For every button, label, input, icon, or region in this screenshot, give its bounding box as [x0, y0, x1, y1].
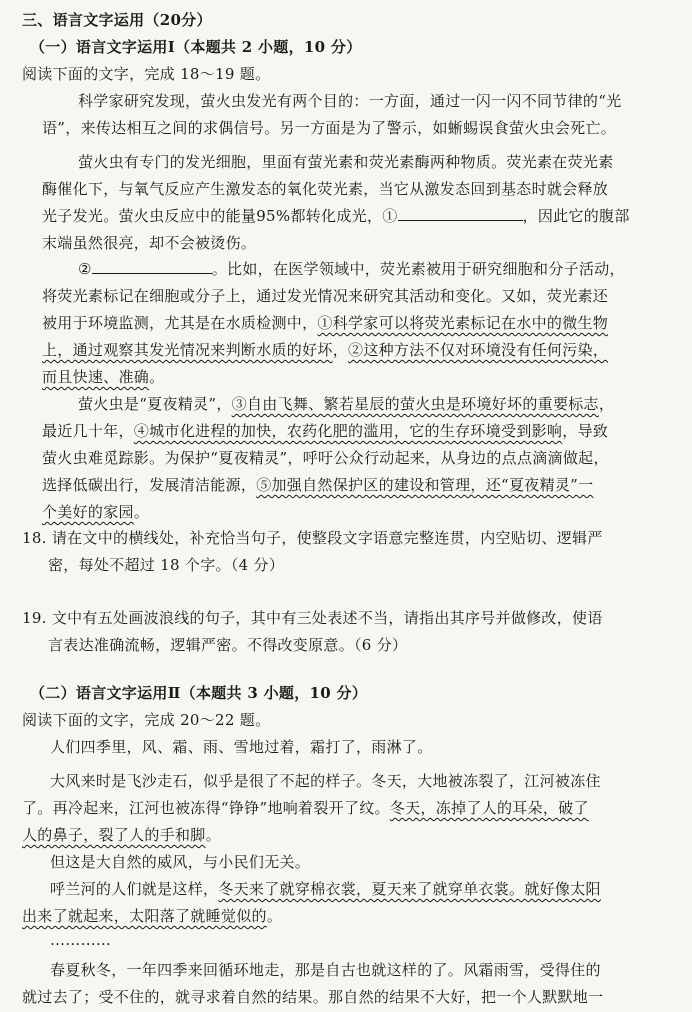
wavy-sentence-2-cont: 而且快速、准确 [42, 368, 150, 386]
part2-heading: （二）语言文字运用Ⅱ（本题共 3 小题，10 分） [30, 684, 368, 702]
wavy-sentence-1: ①科学家可以将荧光素标记在水中的微生物 [317, 314, 609, 332]
paragraph-2-line: 酶催化下，与氧气反应产生激发态的氧化荧光素，当它从激发态回到基态时就会释放 [42, 180, 609, 198]
wavy-sentence-5-cont: 个美好的家园 [42, 503, 134, 521]
paragraph-4-text: 萤火虫是“夏夜精灵”， [78, 395, 232, 413]
paragraph-4-text: ，导致 [562, 422, 609, 440]
paragraph-3-line [42, 313, 608, 333]
paragraph-4-line: 萤火虫难觅踪影。为保护“夏夜精灵”，呼吁公众行动起来，从身边的点点滴滴做起， [42, 449, 609, 467]
punctuation: 。 [133, 503, 150, 521]
ellipsis: ………… [50, 931, 112, 949]
question-18: 18. 请在文中的横线处，补充恰当句子，使整段文字语意完整连贯，内空贴切、逻辑严 [22, 529, 603, 547]
underlined-sentence-1-cont: 人的鼻子，裂了人的手和脚 [22, 826, 206, 844]
part2-paragraph-5-line: 春夏秋冬，一年四季来回循环地走，那是自古也就这样的了。风霜雨雪，受得住的 [50, 961, 601, 979]
wavy-sentence-4: ④城市化进程的加快，农药化肥的滥用，它的生存环境受到影响 [133, 422, 563, 440]
part2-paragraph-1: 人们四季里，风、霜、雨、雪地过着，霜打了，雨淋了。 [50, 738, 433, 756]
part1-heading: （一）语言文字运用Ⅰ（本题共 2 小题，10 分） [30, 38, 362, 56]
wavy-sentence-2: ②这种方法不仅对环境没有任何污染， [348, 341, 609, 359]
part2-paragraph-5-line: 就过去了；受不住的，就寻求着自然的结果。那自然的结果不大好，把一个人默默地一 [22, 988, 604, 1006]
paragraph-4-text: 最近几十年， [42, 422, 134, 440]
part2-paragraph-4-line [22, 906, 282, 926]
paragraph-4-line [78, 394, 614, 414]
part1-instruction: 阅读下面的文字，完成 18～19 题。 [22, 65, 271, 83]
blank-1-tail: ，因此它的腹部 [522, 207, 630, 225]
wavy-sentence-5: ⑤加强自然保护区的建设和管理，还“夏夜精灵”一 [256, 476, 594, 494]
paragraph-2-line [42, 206, 630, 226]
paragraph-1-line: 科学家研究发现，萤火虫发光有两个目的：一方面，通过一闪一闪不同节律的“光 [78, 92, 622, 110]
paragraph-2-line: 萤火虫有专门的发光细胞，里面有萤光素和荧光素酶两种物质。荧光素在荧光素 [78, 153, 614, 171]
paragraph-1-line: 语”，来传达相互之间的求偶信号。另一方面是为了警示，如蜥蜴误食萤火虫会死亡。 [42, 119, 617, 137]
blank-2-lead: ② [78, 260, 92, 278]
part2-paragraph-2-line [22, 825, 221, 845]
wavy-sentence-3: ③自由飞舞、繁若星辰的萤火虫是环境好坏的重要标志 [231, 395, 599, 413]
section-title: 三、语言文字运用（20分） [22, 11, 212, 29]
underlined-sentence-2: 冬天来了就穿棉衣裳，夏天来了就穿单衣裳。就好像太阳 [218, 880, 601, 898]
paragraph-3-line [42, 340, 608, 360]
punctuation: ， [332, 341, 349, 359]
fill-blank-1[interactable] [398, 206, 523, 221]
punctuation: ， [598, 395, 615, 413]
part2-text: 呼兰河的人们就是这样， [50, 880, 219, 898]
wavy-sentence-1-cont: 上，通过观察其发光情况来判断水质的好坏 [42, 341, 333, 359]
underlined-sentence-2-cont: 出来了就起来，太阳落了就睡觉似的 [22, 907, 267, 925]
paragraph-4-line [42, 502, 149, 522]
paragraph-3-line [42, 367, 164, 387]
punctuation: 。 [266, 907, 283, 925]
part2-paragraph-3: 但这是大自然的威风，与小民们无关。 [50, 853, 311, 871]
blank-1-lead: 光子发光。萤火虫反应中的能量95%都转化成光，① [42, 207, 398, 225]
paragraph-4-line [42, 421, 608, 441]
blank-2-tail: 。比如，在医学领域中，荧光素被用于研究细胞和分子活动， [211, 260, 625, 278]
part2-text: 了。再冷起来，江河也被冻得“铮铮”地响着裂开了纹。 [22, 799, 390, 817]
question-19: 19. 文中有五处画波浪线的句子，其中有三处表述不当，请指出其序号并做修改，使语 [22, 609, 603, 627]
question-18-cont: 密，每处不超过 18 个字。（4 分） [48, 556, 285, 574]
question-19-cont: 言表达准确流畅，逻辑严密。不得改变原意。（6 分） [48, 636, 408, 654]
part2-instruction: 阅读下面的文字，完成 20～22 题。 [22, 711, 271, 729]
punctuation: 。 [205, 826, 221, 844]
paragraph-4-text: 选择低碳出行，发展清洁能源， [42, 476, 257, 494]
paragraph-3-line [78, 259, 625, 279]
paragraph-4-line [42, 475, 593, 495]
fill-blank-2[interactable] [92, 259, 212, 274]
paragraph-2-line: 末端虽然很亮，却不会被烫伤。 [42, 234, 257, 252]
paragraph-3-text: 被用于环境监测，尤其是在水质检测中， [42, 314, 318, 332]
part2-paragraph-2-line: 大风来时是飞沙走石，似乎是很了不起的样子。冬天，大地被冻裂了，江河被冻住 [50, 772, 601, 790]
underlined-sentence-1: 冬天，冻掉了人的耳朵，破了 [389, 799, 589, 817]
paragraph-3-line: 将荧光素标记在细胞或分子上，通过发光情况来研究其活动和变化。又如，荧光素还 [42, 287, 609, 305]
punctuation: 。 [149, 368, 165, 386]
part2-paragraph-2-line [22, 798, 589, 818]
part2-paragraph-4-line [50, 879, 601, 899]
